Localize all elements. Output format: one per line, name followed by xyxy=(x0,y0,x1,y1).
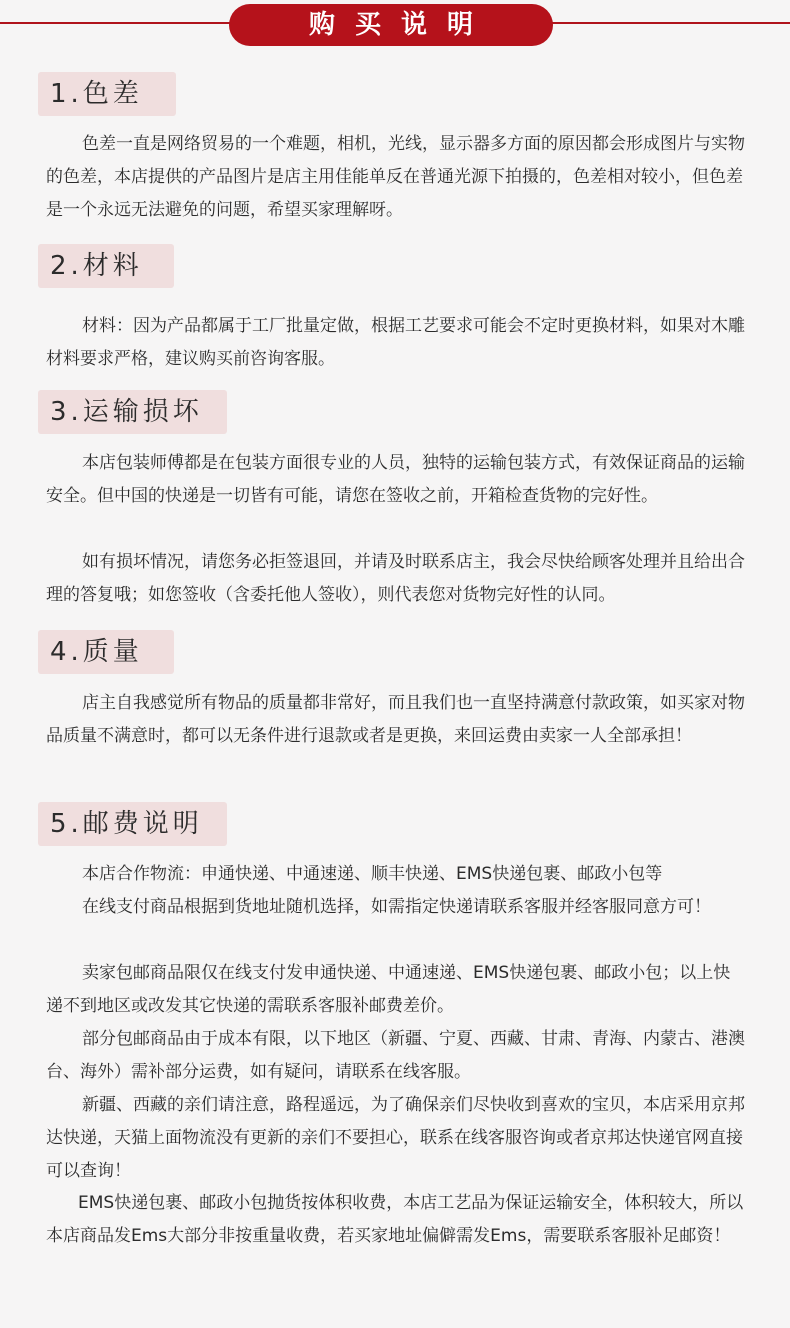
section-heading-quality: 4.质量 xyxy=(38,630,174,674)
section-heading-postage: 5.邮费说明 xyxy=(38,802,227,846)
title-banner xyxy=(0,0,790,48)
section-paragraph: EMS快递包裹、邮政小包抛货按体积收费，本店工艺品为保证运输安全，体积较大，所以本店商品发Ems大部分非按重量收费，若买家地址偏僻需发Ems，需要联系客服补足邮资！ xyxy=(46,1193,744,1246)
section-paragraph: 卖家包邮商品限仅在线支付发申通快递、中通速递、EMS快递包裹、邮政小包；以上快递不到地区或改发其它快递的需联系客服补邮费差价。 xyxy=(46,963,731,1016)
section-paragraph: 部分包邮商品由于成本有限，以下地区（新疆、宁夏、西藏、甘肃、青海、内蒙古、港澳台、海外）需补部分运费，如有疑问，请联系在线客服。 xyxy=(46,1029,745,1082)
section-paragraph: 材料：因为产品都属于工厂批量定做，根据工艺要求可能会不定时更换材料，如果对木雕材料要求严格，建议购买前咨询客服。 xyxy=(46,316,745,369)
section-paragraph: 色差一直是网络贸易的一个难题，相机，光线，显示器多方面的原因都会形成图片与实物的色差，本店提供的产品图片是店主用佳能单反在普通光源下拍摄的，色差相对较小，但色差是一个永远无法避免的问题，希望买家理解呀。 xyxy=(46,134,745,220)
section-heading-material: 2.材料 xyxy=(38,244,174,288)
section-heading-color-difference: 1.色差 xyxy=(38,72,176,116)
section-paragraph: 店主自我感觉所有物品的质量都非常好，而且我们也一直坚持满意付款政策，如买家对物品质量不满意时，都可以无条件进行退款或者是更换，来回运费由卖家一人全部承担！ xyxy=(46,693,745,746)
section-paragraph: 新疆、西藏的亲们请注意，路程遥远，为了确保亲们尽快收到喜欢的宝贝，本店采用京邦达快递，天猫上面物流没有更新的亲们不要担心，联系在线客服咨询或者京邦达快递官网直接可以查询！ xyxy=(46,1095,745,1181)
section-heading-shipping-damage: 3.运输损坏 xyxy=(38,390,227,434)
page-title: 购买说明 xyxy=(229,4,553,46)
section-paragraph: 在线支付商品根据到货地址随机选择，如需指定快递请联系客服并经客服同意方可！ xyxy=(82,897,711,917)
section-paragraph: 如有损坏情况，请您务必拒签退回，并请及时联系店主，我会尽快给顾客处理并且给出合理的答复哦；如您签收（含委托他人签收），则代表您对货物完好性的认同。 xyxy=(46,552,745,605)
section-paragraph: 本店合作物流：申通快递、中通速递、顺丰快递、EMS快递包裹、邮政小包等 xyxy=(82,864,663,884)
divider-line-left xyxy=(0,22,240,24)
section-paragraph: 本店包装师傅都是在包装方面很专业的人员，独特的运输包装方式，有效保证商品的运输安全。但中国的快递是一切皆有可能，请您在签收之前，开箱检查货物的完好性。 xyxy=(46,453,745,506)
divider-line-right xyxy=(545,22,790,24)
